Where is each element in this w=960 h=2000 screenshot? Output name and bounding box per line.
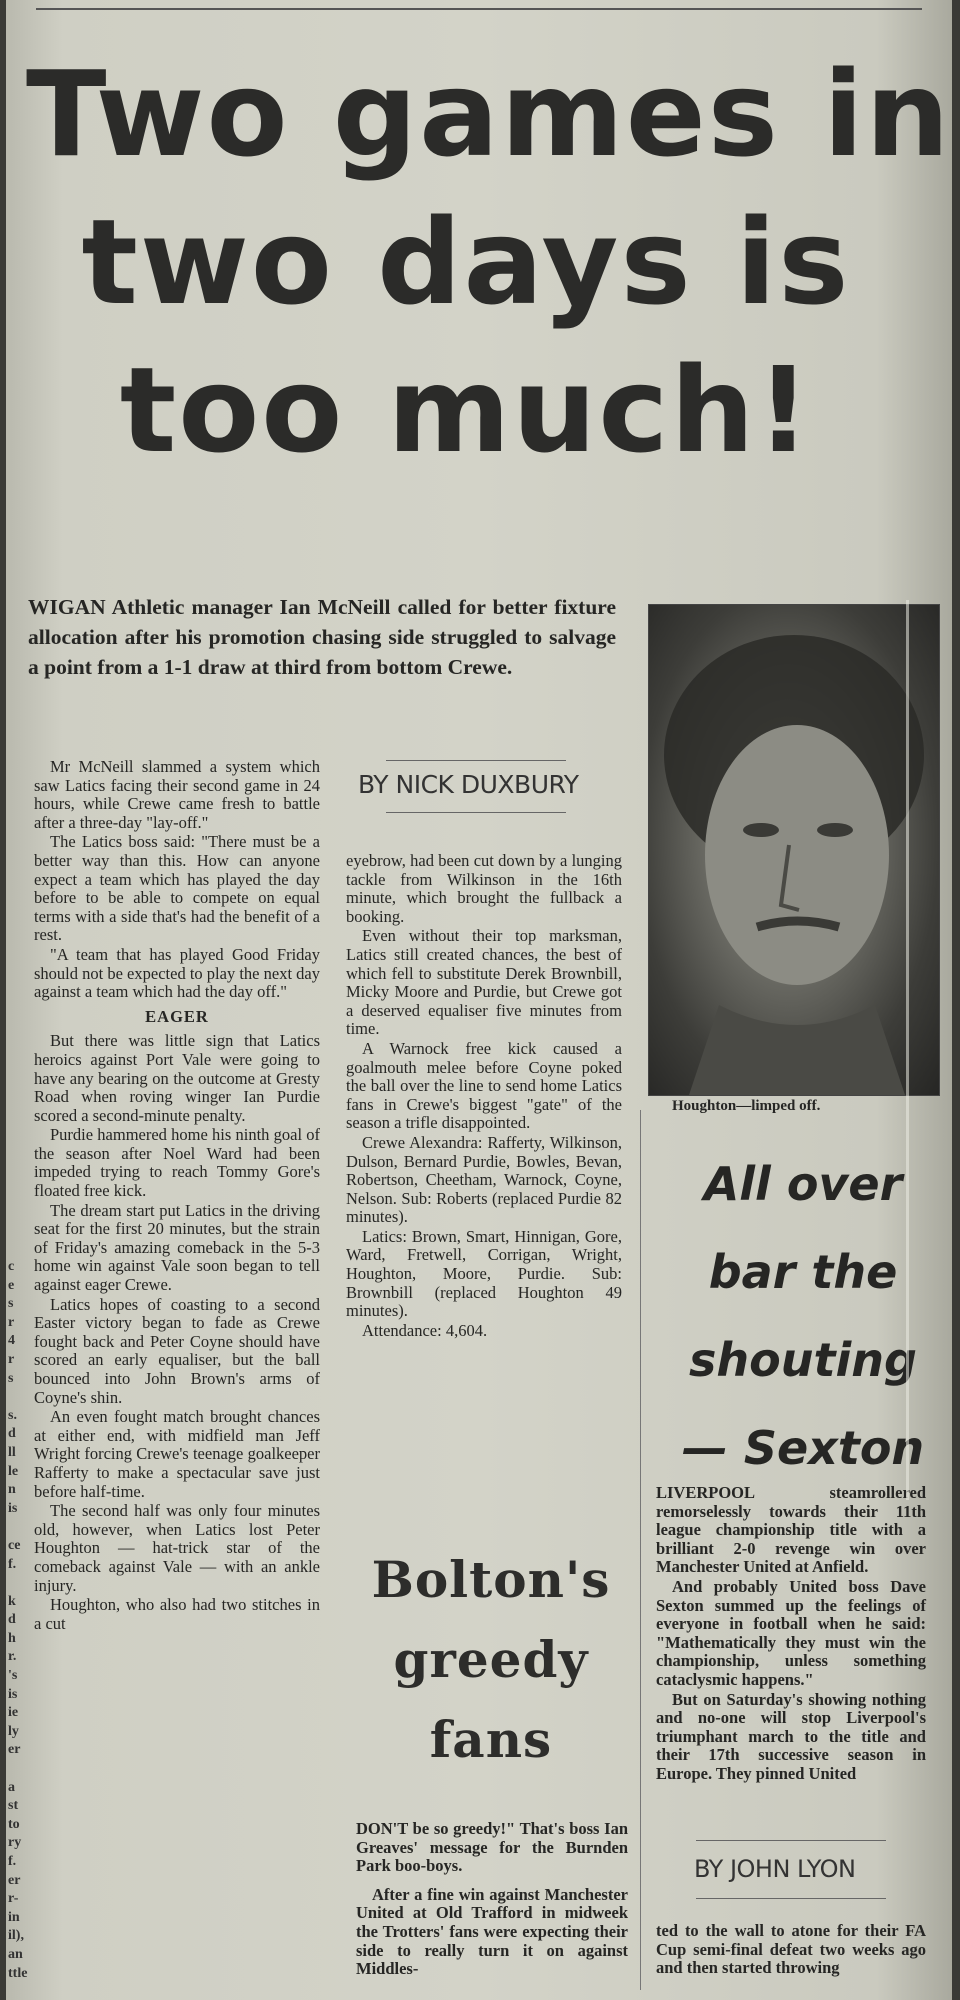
byline-rule-top xyxy=(386,760,566,761)
margin-fragment xyxy=(8,1518,22,1537)
margin-fragment: r. xyxy=(8,1649,17,1665)
sexton-headline-line-2: bar the xyxy=(708,1245,898,1299)
margin-fragment: ll xyxy=(8,1444,16,1460)
paragraph: LIVERPOOL steamrollered remorselessly towards their 11th league championship title with a brilliant 2-0 revenge win over Manchester United at Anfield. xyxy=(656,1483,926,1577)
subheading: EAGER xyxy=(145,1006,209,1026)
headline-line-3: too much! xyxy=(119,341,813,479)
paragraph: Latics hopes of coasting to a second Easter victory began to fade as Crewe fought back and Peter Coyne should have scored an early equaliser, but the ball bounced into John Brown's arms of Coyne's shin. xyxy=(34,1294,320,1407)
margin-fragment: d xyxy=(8,1426,16,1442)
margin-fragment: r- xyxy=(8,1891,19,1907)
margin-fragment: 's xyxy=(8,1668,18,1684)
top-rule xyxy=(36,8,922,10)
margin-fragment: ly xyxy=(8,1723,19,1739)
margin-fragment xyxy=(8,1388,22,1407)
photo-caption: Houghton—limped off. xyxy=(672,1098,821,1114)
byline-rule-bottom xyxy=(386,812,566,813)
margin-fragment: f. xyxy=(8,1854,17,1869)
main-headline xyxy=(26,40,952,484)
headline-line-2: two days is xyxy=(81,193,851,331)
margin-fragment: s xyxy=(8,1370,14,1386)
margin-fragment: er xyxy=(8,1872,21,1888)
bolton-headline-line-3: fans xyxy=(429,1710,553,1769)
margin-fragment: c xyxy=(8,1259,15,1274)
margin-fragment: to xyxy=(8,1816,20,1832)
sexton-headline-line-3: shouting xyxy=(689,1333,917,1387)
column-divider-right xyxy=(640,1110,641,1990)
sexton-headline xyxy=(678,1140,928,1492)
portrait-silhouette xyxy=(649,605,939,1095)
paragraph: But there was little sign that Latics heroics against Port Vale were going to have any bearing on the outcome at Gresty Road when roving winger Ian Purdie scored a second-minute penalty. xyxy=(34,1031,320,1125)
lyon-byline: BY JOHN LYON xyxy=(694,1855,856,1883)
margin-fragment: in xyxy=(8,1909,20,1925)
sexton-headline-line-1: All over xyxy=(703,1157,903,1211)
byline: BY NICK DUXBURY xyxy=(358,770,579,799)
lyon-byline-rule-bottom xyxy=(696,1898,886,1899)
paragraph: Purdie hammered home his ninth goal of the season after Noel Ward had been impeded trying to reach Tommy Gore's floated free kick. xyxy=(34,1125,320,1201)
story-column-2 xyxy=(346,852,622,1340)
paragraph: eyebrow, had been cut down by a lunging tackle from Wilkinson in the 16th minute, which brought the fullback a booking. xyxy=(346,851,622,926)
paragraph: Even without their top marksman, Latics still created chances, the best of which fell to substitute Derek Brownbill, Micky Moore and Purdie, but Crewe got a deserved equaliser five minutes from time. xyxy=(346,926,622,1039)
bolton-headline-line-2: greedy xyxy=(393,1630,589,1689)
margin-fragment: st xyxy=(8,1798,19,1814)
team-line-up-latics: Latics: Brown, Smart, Hinnigan, Gore, Ward, Fretwell, Corrigan, Wright, Houghton, Moore, Purdie. Sub: Brownbill (replaced Houghton 49 minutes). xyxy=(346,1226,622,1321)
margin-fragment: ce xyxy=(8,1537,21,1553)
margin-fragment: r xyxy=(8,1314,15,1330)
sexton-story-text xyxy=(656,1484,926,1784)
fold-crease xyxy=(906,600,909,1500)
paragraph: The second half was only four minutes old, however, when Latics lost Peter Houghton — hat-trick star of the comeback against Vale — with an ankle injury. xyxy=(34,1501,320,1595)
margin-fragment: h xyxy=(8,1630,16,1646)
story-column-1 xyxy=(34,758,320,1633)
margin-fragment: le xyxy=(8,1463,19,1479)
paragraph: After a fine win against Manchester United at Old Trafford in midweek the Trotters' fans were expecting their side to really turn it on against Middles- xyxy=(356,1884,628,1979)
margin-fragment: e xyxy=(8,1277,15,1293)
margin-fragment: is xyxy=(8,1500,18,1516)
margin-fragment: ttle xyxy=(8,1965,28,1981)
margin-fragment xyxy=(8,1760,22,1779)
sexton-headline-line-4: — Sexton xyxy=(681,1421,925,1475)
team-line-up-crewe: Crewe Alexandra: Rafferty, Wilkinson, Dulson, Bernard Purdie, Bowles, Bevan, Robertson, Cheetham, Warnock, Coyne, Nelson. Sub: Roberts (replaced Purdie 82 minutes). xyxy=(346,1132,622,1227)
paragraph: "A team that has played Good Friday should not be expected to play the next day against a team which had the day off." xyxy=(34,944,320,1002)
paragraph: A Warnock free kick caused a goalmouth melee before Coyne poked the ball over the line to send home Latics fans in Crewe's biggest "gate" of the season a trifle disappointed. xyxy=(346,1038,622,1133)
newspaper-page xyxy=(6,0,952,2000)
bolton-headline xyxy=(346,1540,636,1780)
margin-fragment: ie xyxy=(8,1705,19,1721)
paragraph: Mr McNeill slammed a system which saw Latics facing their second game in 24 hours, while Crewe came fresh to battle after a three-day "lay-off." xyxy=(34,757,320,832)
margin-fragment: er xyxy=(8,1742,21,1758)
margin-fragment: s xyxy=(8,1296,14,1312)
margin-column-fragments xyxy=(8,1258,28,1983)
paragraph: But on Saturday's showing nothing and no-one will stop Liverpool's triumphant march to the title and their 17th successive season in Europe. They pinned United xyxy=(656,1689,926,1783)
paragraph: And probably United boss Dave Sexton summed up the feelings of everyone in football when he said: "Mathematically they must win the championship, unless something cataclysmic happens." xyxy=(656,1576,926,1689)
paragraph: The dream start put Latics in the driving seat for the first 20 minutes, but the strain of Friday's amazing comeback in the 5-3 home win against Vale soon began to tell against eager Crewe. xyxy=(34,1200,320,1295)
story-intro: WIGAN Athletic manager Ian McNeill called for better fixture allocation after his promotion chasing side struggled to salvage a point from a 1-1 draw at third from bottom Crewe. xyxy=(28,595,616,679)
margin-fragment: s. xyxy=(8,1407,17,1423)
bolton-story-text xyxy=(356,1820,628,1979)
paragraph: The Latics boss said: "There must be a better way than this. How can anyone expect a team which has played the day before to be able to compete on equal terms with a side that's had the benefit of a rest. xyxy=(34,832,320,945)
margin-fragment: r xyxy=(8,1351,15,1367)
margin-fragment: 4 xyxy=(8,1333,15,1349)
margin-fragment: n xyxy=(8,1482,16,1498)
margin-fragment: is xyxy=(8,1686,18,1702)
bolton-headline-line-1: Bolton's xyxy=(371,1550,611,1609)
paragraph: Houghton, who also had two stitches in a cut xyxy=(34,1595,320,1633)
headline-line-1: Two games in xyxy=(26,45,952,183)
paragraph: An even fought match brought chances at either end, with midfield man Jeff Wright forcing Crewe's teenage goalkeeper Rafferty to make a spectacular save just before half-time. xyxy=(34,1407,320,1501)
margin-fragment: a xyxy=(8,1779,15,1795)
margin-fragment: f. xyxy=(8,1556,17,1572)
sexton-story-continuation xyxy=(656,1922,926,1978)
attendance: Attendance: 4,604. xyxy=(362,1320,488,1340)
margin-fragment: d xyxy=(8,1612,16,1628)
paragraph: ted to the wall to atone for their FA Cup semi-final defeat two weeks ago and then started throwing xyxy=(656,1921,926,1978)
paragraph: DON'T be so greedy!" That's boss Ian Greaves' message for the Burnden Park boo-boys. xyxy=(356,1819,628,1876)
margin-fragment xyxy=(8,1574,22,1593)
houghton-photo xyxy=(648,604,940,1096)
margin-fragment: il), xyxy=(8,1928,24,1944)
lyon-byline-rule-top xyxy=(696,1840,886,1841)
margin-fragment: an xyxy=(8,1946,23,1962)
margin-fragment: ry xyxy=(8,1835,22,1851)
margin-fragment: k xyxy=(8,1593,16,1609)
